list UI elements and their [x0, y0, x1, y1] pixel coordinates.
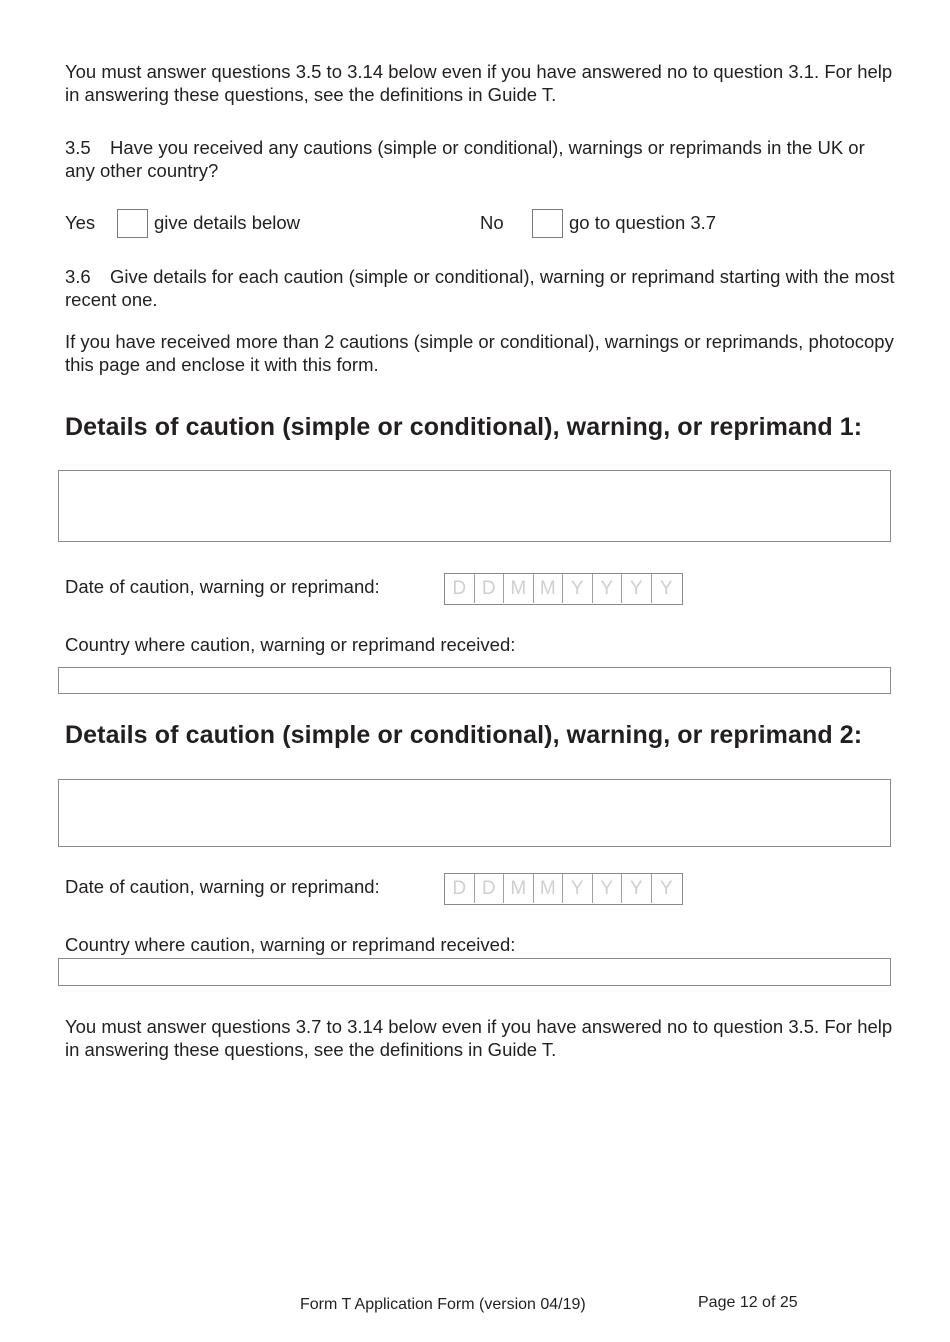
date-month-1[interactable]: M: [504, 574, 534, 603]
section-2-date-field[interactable]: [444, 873, 683, 905]
photocopy-note: If you have received more than 2 cautions (simple or conditional), warnings or reprimands, photocopy this page and enclose it with this form.: [65, 331, 894, 375]
section-2-country-label: Country where caution, warning or reprimand received:: [65, 934, 516, 955]
date-year-1[interactable]: Y: [563, 874, 593, 903]
question-3-6-number: 3.6: [65, 266, 91, 287]
yes-label: Yes: [65, 212, 96, 233]
date-year-3[interactable]: Y: [622, 874, 652, 903]
date-year-4[interactable]: Y: [659, 578, 673, 599]
date-day-1[interactable]: D: [445, 874, 475, 903]
date-day-2[interactable]: D: [475, 574, 505, 603]
date-year-2[interactable]: Y: [593, 574, 623, 603]
date-month-2[interactable]: M: [534, 874, 564, 903]
section-2-heading: Details of caution (simple or conditional), warning, or reprimand 2:: [65, 721, 863, 749]
no-hint: go to question 3.7: [569, 212, 717, 233]
date-month-2[interactable]: M: [534, 574, 564, 603]
intro-text-2: You must answer questions 3.7 to 3.14 below even if you have answered no to question 3.5. For help in answering these questions, see the definitions in Guide T.: [65, 1016, 893, 1060]
section-2-date-label: Date of caution, warning or reprimand:: [65, 876, 380, 897]
footer-page-number: Page 12 of 25: [698, 1294, 798, 1311]
no-checkbox[interactable]: [532, 209, 563, 238]
question-3-6: [65, 265, 895, 311]
date-year-4[interactable]: Y: [659, 878, 673, 899]
question-3-6-text: Give details for each caution (simple or conditional), warning or reprimand starting with the most recent one.: [65, 266, 895, 310]
date-month-1[interactable]: M: [504, 874, 534, 903]
section-1-date-label: Date of caution, warning or reprimand:: [65, 576, 380, 597]
question-3-5-number: 3.5: [65, 137, 91, 158]
section-1-country-field[interactable]: [58, 667, 891, 694]
section-1-date-field[interactable]: [444, 573, 683, 605]
section-2-details-field[interactable]: [58, 779, 891, 847]
yes-hint: give details below: [154, 212, 301, 233]
footer-form-name: Form T Application Form (version 04/19): [300, 1296, 586, 1313]
section-2-country-field[interactable]: [58, 958, 891, 986]
date-year-2[interactable]: Y: [593, 874, 623, 903]
section-1-heading: Details of caution (simple or conditional), warning, or reprimand 1:: [65, 413, 863, 441]
intro-text-1: You must answer questions 3.5 to 3.14 below even if you have answered no to question 3.1. For help in answering these questions, see the definitions in Guide T.: [65, 61, 893, 105]
date-year-3[interactable]: Y: [622, 574, 652, 603]
section-1-details-field[interactable]: [58, 470, 891, 542]
date-day-2[interactable]: D: [475, 874, 505, 903]
question-3-5: [65, 136, 895, 182]
no-label: No: [480, 212, 504, 233]
date-day-1[interactable]: D: [445, 574, 475, 603]
date-year-1[interactable]: Y: [563, 574, 593, 603]
question-3-5-text: Have you received any cautions (simple or conditional), warnings or reprimands in the UK or any other country?: [65, 137, 865, 181]
section-1-country-label: Country where caution, warning or reprimand received:: [65, 634, 516, 655]
yes-checkbox[interactable]: [117, 209, 148, 238]
